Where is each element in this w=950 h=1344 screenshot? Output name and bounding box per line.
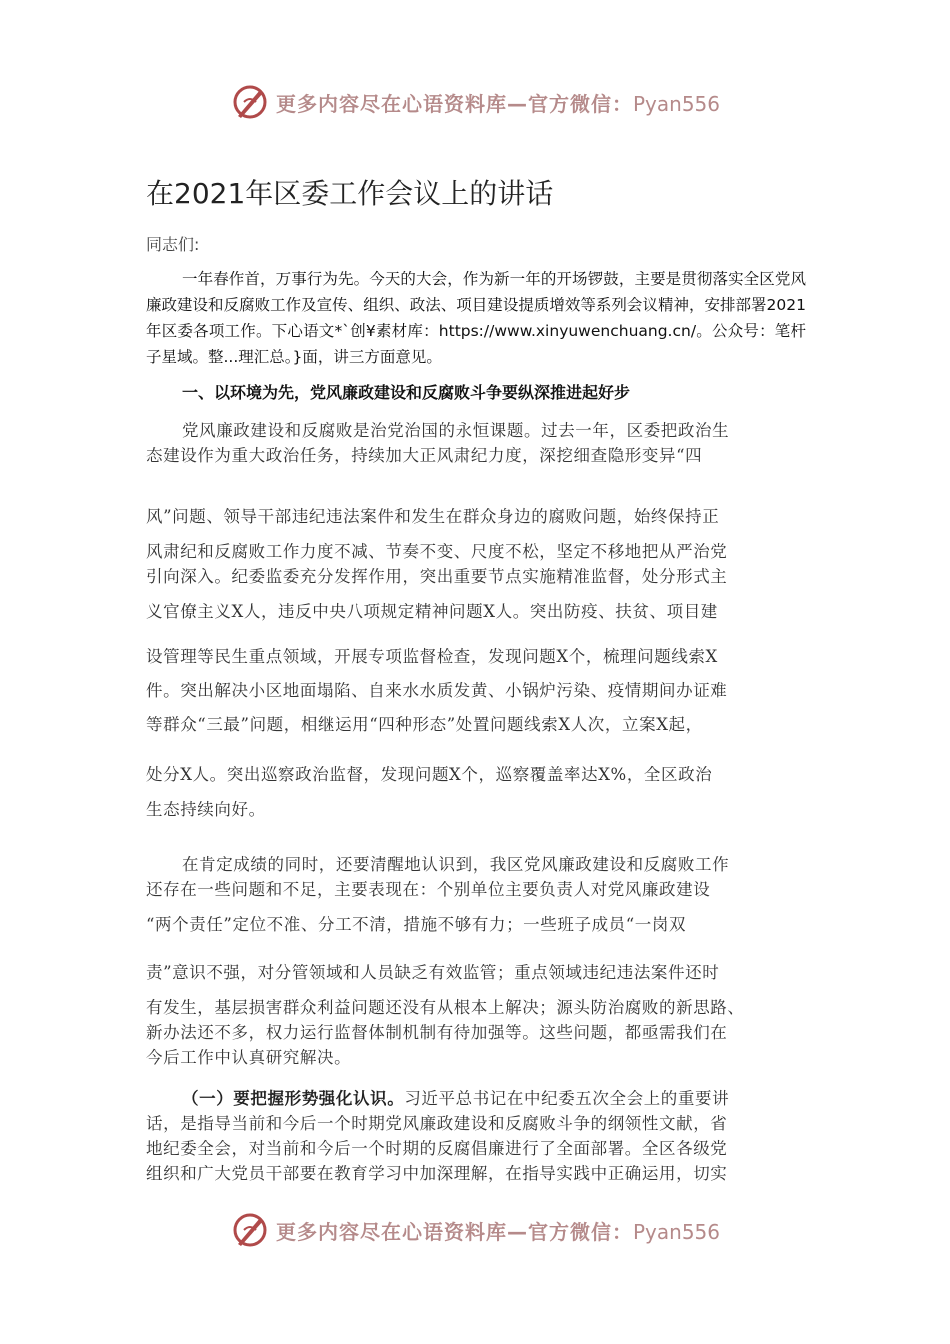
paragraph-line: 责”意识不强，对分管领域和人员缺乏有效监管；重点领域违纪违法案件还时	[146, 963, 720, 982]
subheading-bold: （一）要把握形势强化认识。	[182, 1089, 405, 1108]
paragraph-line: 组织和广大党员干部要在教育学习中加深理解，在指导实践中正确运用，切实	[146, 1164, 728, 1183]
paragraph-line: 引向深入。纪委监委充分发挥作用，突出重要节点实施精准监督，处分形式主	[146, 567, 728, 586]
watermark-footer	[0, 1208, 950, 1252]
salutation: 同志们:	[146, 235, 200, 254]
paragraph-1	[146, 418, 806, 822]
pen-logo-icon	[230, 1210, 270, 1250]
paragraph-line: 态建设作为重大政治任务，持续加大正风肃纪力度，深挖细查隐形变异“四	[146, 446, 703, 465]
paragraph-line: 还存在一些问题和不足，主要表现在：个别单位主要负责人对党风廉政建设	[146, 880, 711, 899]
paragraph-line: 新办法还不多，权力运行监督体制机制有待加强等。这些问题，都亟需我们在	[146, 1023, 728, 1042]
paragraph-line: 风”问题、领导干部违纪违法案件和发生在群众身边的腐败问题，始终保持正	[146, 507, 720, 526]
paragraph-2	[146, 852, 806, 1070]
paragraph-line: 处分X人。突出巡察政治监督，发现问题X个，巡察覆盖率达X%，全区政治	[146, 765, 713, 784]
watermark-wechat-id: Pyan556	[632, 91, 720, 116]
watermark-header	[0, 80, 950, 124]
pen-logo-icon	[230, 82, 270, 122]
paragraph-3	[146, 1086, 806, 1186]
paragraph-line: 话，是指导当前和今后一个时期党风廉政建设和反腐败斗争的纲领性文献，省	[146, 1114, 728, 1133]
intro-paragraph: 一年春作首，万事行为先。今天的大会，作为新一年的开场锣鼓，主要是贯彻落实全区党风廉政建设和反腐败工作及宣传、组织、政法、项目建设提质增效等系列会议精神，安排部署2021年区委各项工作。下心语文*`创¥素材库：https://www.xinyuwenchuang.cn/。公众号：笔杆子星域。整...理汇总。}面，讲三方面意见。	[146, 270, 806, 366]
paragraph-line: “两个责任”定位不准、分工不清，措施不够有力；一些班子成员“一岗双	[146, 915, 687, 934]
document-title: 在2021年区委工作会议上的讲话	[146, 177, 554, 210]
paragraph-line: 地纪委全会，对当前和今后一个时期的反腐倡廉进行了全面部署。全区各级党	[146, 1139, 728, 1158]
paragraph-line: 风肃纪和反腐败工作力度不减、节奏不变、尺度不松，坚定不移地把从严治党	[146, 542, 728, 561]
watermark-wechat-id: Pyan556	[632, 1219, 720, 1244]
paragraph-line: 件。突出解决小区地面塌陷、自来水水质发黄、小锅炉污染、疫情期间办证难	[146, 681, 728, 700]
section-1-heading: 一、以环境为先，党风廉政建设和反腐败斗争要纵深推进起好步	[182, 383, 631, 402]
paragraph-line: 党风廉政建设和反腐败是治党治国的永恒课题。过去一年，区委把政治生	[182, 421, 730, 440]
paragraph-line: 等群众“三最”问题，相继运用“四种形态”处置问题线索X人次，立案X起，	[146, 715, 703, 734]
watermark-text: 更多内容尽在心语资料库—官方微信：Pyan556	[275, 1219, 720, 1244]
paragraph-line: 设管理等民生重点领域，开展专项监督检查，发现问题X个，梳理问题线索X	[146, 647, 718, 666]
paragraph-line: 今后工作中认真研究解决。	[146, 1048, 352, 1067]
watermark-text: 更多内容尽在心语资料库—官方微信：Pyan556	[275, 91, 720, 116]
paragraph-line: 生态持续向好。	[146, 800, 266, 819]
paragraph-line: 有发生，基层损害群众利益问题还没有从根本上解决；源头防治腐败的新思路、	[146, 998, 745, 1017]
paragraph-line: 在肯定成绩的同时，还要清醒地认识到，我区党风廉政建设和反腐败工作	[182, 855, 730, 874]
paragraph-line: 义官僚主义X人，违反中央八项规定精神问题X人。突出防疫、扶贫、项目建	[146, 602, 718, 621]
paragraph-line: 习近平总书记在中纪委五次全会上的重要讲	[404, 1089, 730, 1108]
